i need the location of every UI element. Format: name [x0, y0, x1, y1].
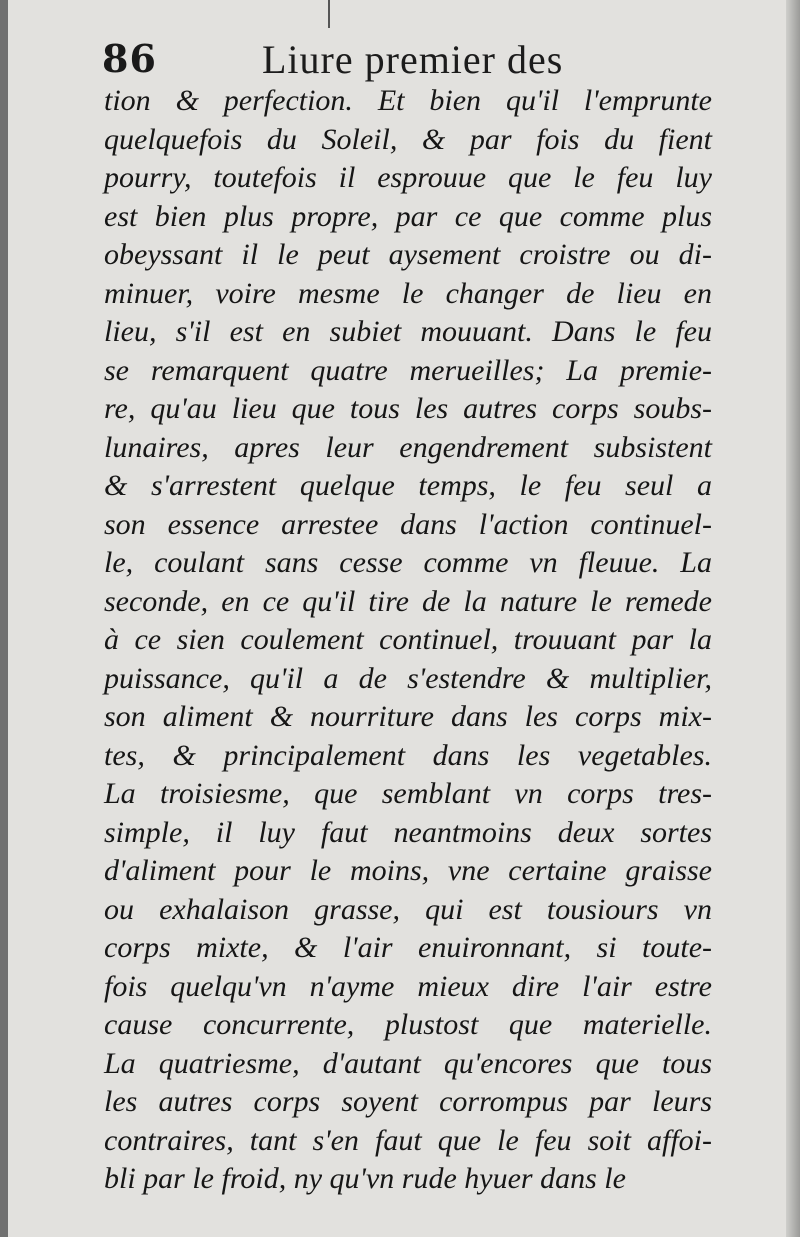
text-line: pourry, toutefois il esprouue que le feu luy	[104, 161, 712, 194]
text-line: corps mixte, & l'air enuironnant, si toute-	[104, 931, 712, 964]
text-line: lunaires, apres leur engendrement subsistent	[104, 430, 712, 464]
text-line: minuer, voire mesme le changer de lieu en	[104, 276, 712, 310]
text-line: quelquefois du Soleil, & par fois du fient	[104, 122, 712, 156]
text-line: contraires, tant s'en faut que le feu soit affoi-	[104, 1123, 712, 1157]
text-line: ou exhalaison grasse, qui est tousiours vn	[104, 892, 712, 926]
text-line: est bien plus propre, par ce que comme plus	[104, 199, 712, 233]
text-line: re, qu'au lieu que tous les autres corps soubs-	[104, 392, 712, 425]
text-line: son aliment & nourriture dans les corps mix-	[104, 700, 712, 733]
text-line: tes, & principalement dans les vegetables.	[104, 738, 712, 772]
text-line: le, coulant sans cesse comme vn fleuue. La	[104, 546, 712, 579]
body-text	[104, 82, 712, 1199]
text-line: seconde, en ce qu'il tire de la nature le remede	[104, 584, 712, 618]
text-line: La quatriesme, d'autant qu'encores que tous	[104, 1046, 712, 1080]
text-line: les autres corps soyent corrompus par leurs	[104, 1085, 712, 1118]
text-line: fois quelqu'vn n'ayme mieux dire l'air estre	[104, 969, 712, 1003]
fold-mark	[328, 0, 330, 28]
text-line: cause concurrente, plustost que materielle.	[104, 1008, 712, 1041]
text-line: lieu, s'il est en subiet mouuant. Dans le feu	[104, 315, 712, 348]
text-line: simple, il luy faut neantmoins deux sortes	[104, 815, 712, 849]
running-head: Liure premier des	[262, 37, 564, 82]
text-line: son essence arrestee dans l'action continuel-	[104, 507, 712, 541]
text-line: d'aliment pour le moins, vne certaine graisse	[104, 854, 712, 887]
text-line: obeyssant il le peut aysement croistre ou di-	[104, 238, 712, 271]
text-line: tion & perfection. Et bien qu'il l'emprunte	[104, 84, 712, 117]
text-line: & s'arrestent quelque temps, le feu seul a	[104, 469, 712, 502]
page-edge-shadow	[786, 0, 800, 1237]
gutter-shadow	[0, 0, 8, 1237]
page-number: 86	[102, 36, 157, 81]
text-line: bli par le froid, ny qu'vn rude hyuer dans le	[104, 1162, 626, 1195]
text-line: La troisiesme, que semblant vn corps tres-	[104, 777, 712, 810]
text-line: puissance, qu'il a de s'estendre & multiplier,	[104, 661, 712, 695]
text-line: à ce sien coulement continuel, trouuant par la	[104, 623, 712, 656]
text-line: se remarquent quatre merueilles; La premie-	[104, 353, 712, 387]
